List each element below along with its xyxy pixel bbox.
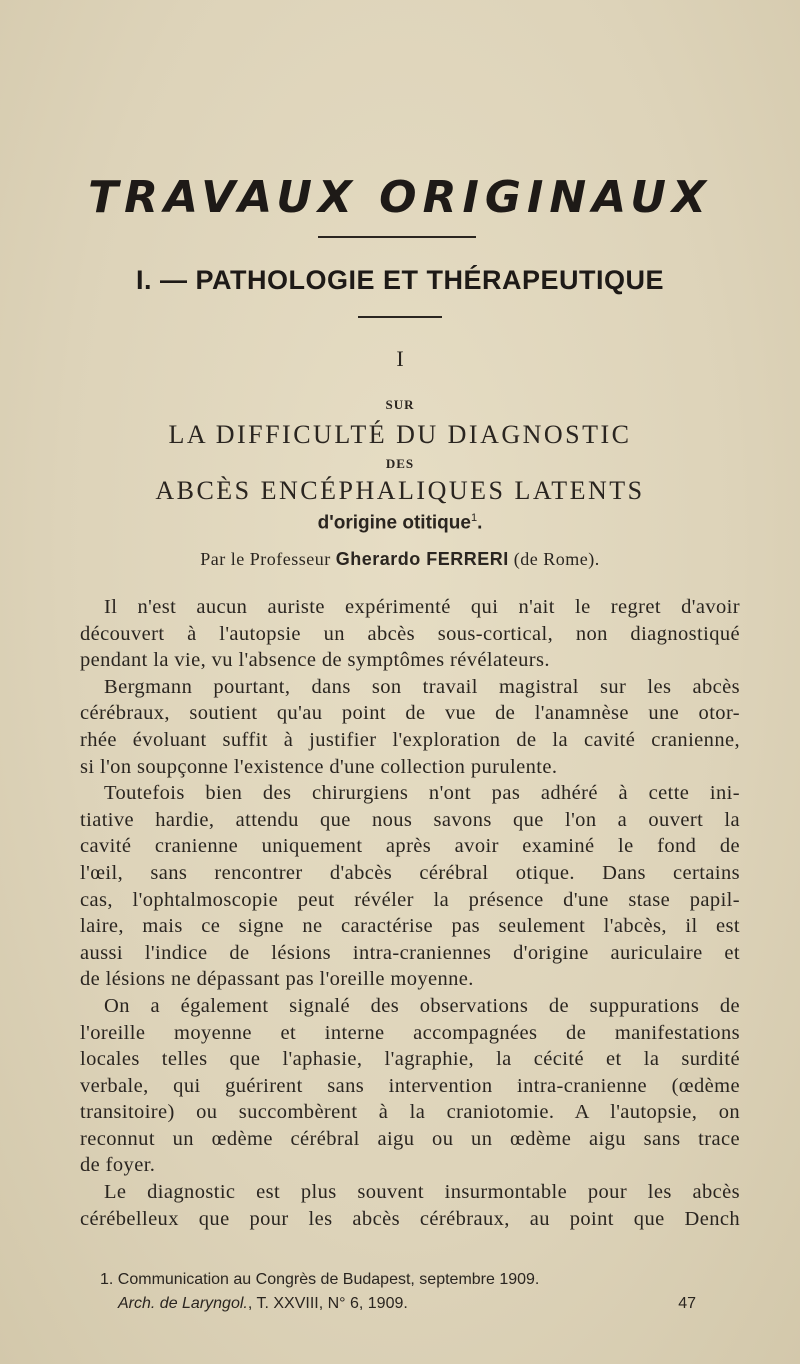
body-line: cérébelleux que pour les abcès cérébraux, au point que Dench xyxy=(80,1207,740,1230)
body-line: si l'on soupçonne l'existence d'une collection purulente. xyxy=(80,755,558,778)
byline-prefix: Par le Professeur xyxy=(200,549,331,569)
body-text xyxy=(80,594,740,1232)
title-word-des: DES xyxy=(385,456,415,471)
body-line: découvert à l'autopsie un abcès sous-cortical, non diagnostiqué xyxy=(80,622,740,645)
journal-name: Arch. de Laryngol. xyxy=(118,1295,248,1312)
page-number: 47 xyxy=(678,1295,696,1312)
article-title-line-1: LA DIFFICULTÉ DU DIAGNOSTIC xyxy=(168,420,632,449)
body-line: locales telles que l'aphasie, l'agraphie, la cécité et la surdité xyxy=(80,1048,740,1071)
title-underline xyxy=(318,236,476,238)
footnote-line-1: 1. Communication au Congrès de Budapest, septembre 1909. xyxy=(100,1271,540,1288)
body-line: Toutefois bien des chirurgiens n'ont pas adhéré à cette ini- xyxy=(104,782,740,805)
body-line: reconnut un œdème cérébral aigu ou un œdème aigu sans trace xyxy=(80,1127,740,1150)
body-line: de foyer. xyxy=(80,1154,156,1177)
byline-suffix: (de Rome). xyxy=(513,549,600,569)
footnote-mark: 1 xyxy=(470,512,478,524)
footnote xyxy=(100,1268,700,1316)
author-name: Gherardo FERRERI xyxy=(335,549,509,569)
footnote-line-2 xyxy=(100,1292,700,1316)
body-line: laire, mais ce signe ne caractérise pas seulement l'abcès, il est xyxy=(80,915,740,938)
body-line: Le diagnostic est plus souvent insurmontable pour les abcès xyxy=(104,1181,740,1204)
body-line: Il n'est aucun auriste expérimenté qui n'ait le regret d'avoir xyxy=(104,596,740,618)
title-word-sur: SUR xyxy=(385,397,415,412)
body-line: l'œil, sans rencontrer d'abcès cérébral otique. Dans certains xyxy=(80,861,740,884)
body-line: transitoire) ou succombèrent à la craniotomie. A l'autopsie, on xyxy=(80,1101,740,1124)
body-line: rhée évoluant suffit à justifier l'exploration de la cavité cranienne, xyxy=(80,728,740,751)
article-title-line-2: ABCÈS ENCÉPHALIQUES LATENTS xyxy=(155,476,645,505)
body-line: cavité cranienne uniquement après avoir examiné le fond de xyxy=(80,835,740,858)
body-line: pendant la vie, vu l'absence de symptômes révélateurs. xyxy=(80,649,550,672)
section-heading: I. — PATHOLOGIE ET THÉRAPEUTIQUE xyxy=(135,265,665,295)
section-divider xyxy=(358,316,442,318)
subtitle-text: d'origine otitique xyxy=(317,512,471,534)
body-line: Bergmann pourtant, dans son travail magistral sur les abcès xyxy=(104,675,740,698)
article-number: I xyxy=(396,346,404,371)
main-title: TRAVAUX ORIGINAUX xyxy=(88,172,712,223)
body-line: tiative hardie, attendu que nous savons que l'on a ouvert la xyxy=(80,808,740,831)
body-line: l'oreille moyenne et interne accompagnées de manifestations xyxy=(80,1021,740,1044)
body-line: cérébraux, soutient qu'au point de vue de l'anamnèse une otor- xyxy=(80,702,740,725)
body-line: cas, l'ophtalmoscopie peut révéler la présence d'une stase papil- xyxy=(80,888,740,911)
body-line: de lésions ne dépassant pas l'oreille moyenne. xyxy=(80,968,474,991)
byline xyxy=(0,549,800,570)
citation-text: , T. XXVIII, N° 6, 1909. xyxy=(247,1295,408,1312)
body-line: aussi l'indice de lésions intra-craniennes d'origine auriculaire et xyxy=(80,941,740,964)
body-line: On a également signalé des observations de suppurations de xyxy=(104,994,740,1017)
body-line: verbale, qui guérirent sans intervention intra-cranienne (œdème xyxy=(80,1074,740,1097)
article-subtitle: d'origine otitique$^1$. xyxy=(317,512,483,534)
